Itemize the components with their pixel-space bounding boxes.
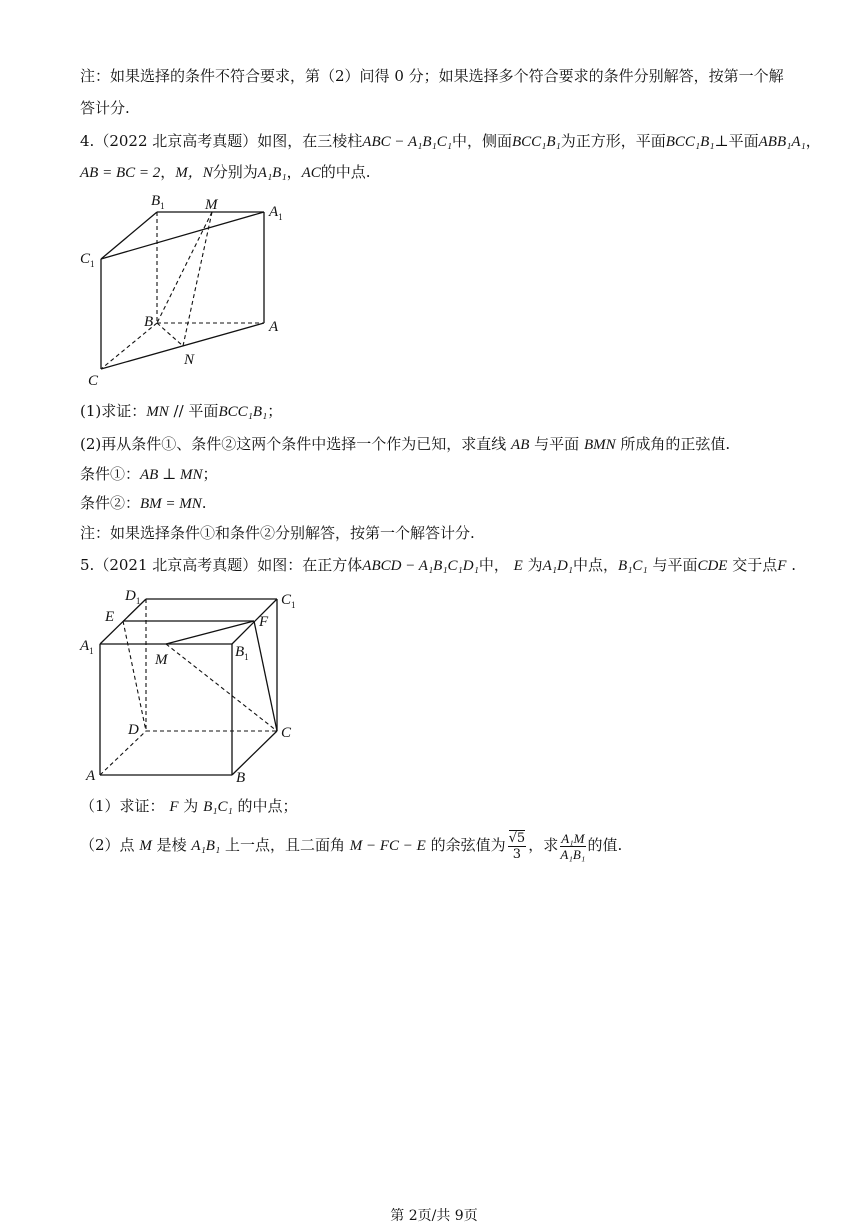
q4-given: AB = BC = 2 <box>80 165 161 181</box>
q4-part-1-plane: BCC₁B₁ <box>218 404 268 420</box>
parallel-symbol: // <box>173 402 184 420</box>
q4-stem-text: 分别为 <box>212 163 258 181</box>
q4-part-2-line: AB <box>511 437 530 453</box>
cosine-numerator: √5 <box>508 830 526 846</box>
q5-part-2-text: 是棱 <box>156 836 187 854</box>
q5-part-1-text: 的中点； <box>237 797 298 815</box>
q4-part-2-text: (2)再从条件①、条件②这两个条件中选择一个作为已知，求直线 <box>80 435 507 453</box>
q4-face: BCC₁B₁ <box>511 134 561 150</box>
q5-stem-text: 如图：在正方体 <box>257 556 363 574</box>
q5-part-2 <box>80 827 622 864</box>
ratio-fraction <box>560 831 585 862</box>
q5-part-2-text: 的值. <box>587 836 623 854</box>
label-b1: $B_1$ <box>235 644 249 662</box>
label-n: N <box>184 352 195 368</box>
cosine-denominator: 3 <box>512 846 522 862</box>
q5-point-f: F <box>777 558 787 574</box>
q4-plane-a: BCC₁B₁ <box>665 134 715 150</box>
ratio-numerator: A₁M <box>561 830 585 846</box>
q4-stem-text: 平面 <box>728 132 759 150</box>
q4-part-1-mn: MN <box>146 404 169 420</box>
label-f: F <box>259 614 269 630</box>
q5-cube: ABCD − A₁B₁C₁D₁ <box>362 558 479 574</box>
condition-2-label: 条件②： <box>80 494 141 512</box>
q5-plane: CDE <box>697 558 728 574</box>
q4-part-1-prefix: (1)求证： <box>80 402 147 420</box>
q4-stem-text: ， <box>805 132 821 150</box>
q4-stem-text: ， <box>160 163 176 181</box>
q4-stem-text: ， <box>286 163 302 181</box>
q5-stem-text: 与平面 <box>652 556 698 574</box>
label-a1: $A_1$ <box>80 638 94 656</box>
label-e: E <box>105 609 115 625</box>
label-c1: $C_1$ <box>80 251 95 269</box>
segment-m-f <box>166 621 254 644</box>
q5-part-1-prefix: （1）求证： <box>80 797 165 815</box>
label-m: M <box>205 197 218 213</box>
perpendicular-symbol: ⊥ <box>714 132 729 150</box>
condition-1-end: ； <box>202 465 218 483</box>
edge-a-d <box>100 731 146 775</box>
q4-stem-text: 的中点. <box>320 163 371 181</box>
ratio-denominator: A₁B₁ <box>560 846 586 862</box>
page-footer: 第 2页/共 9页 <box>390 1208 478 1224</box>
q5-stem-text: 交于点 <box>732 556 778 574</box>
cosine-fraction <box>508 831 527 862</box>
q4-part-2-text: 所成角的正弦值. <box>620 435 731 453</box>
q5-part-2-text: （2）点 <box>80 836 135 854</box>
q5-part-2-m: M <box>139 838 152 854</box>
label-c: C <box>88 373 99 389</box>
q5-part-1-text: 为 <box>183 797 199 815</box>
q5-stem-text: 中点， <box>573 556 619 574</box>
q5-part-1 <box>80 796 297 817</box>
segment-e-d <box>123 621 146 731</box>
q4-stem-text: 为正方形，平面 <box>560 132 666 150</box>
condition-2-expr: BM = MN <box>140 496 202 512</box>
label-a: A <box>269 319 279 335</box>
q4-segment-a1b1: A₁B₁ <box>257 165 287 181</box>
q5-point-e: E <box>513 558 523 574</box>
label-d: D <box>128 722 139 738</box>
q5-part-2-text: 上一点，且二面角 <box>224 836 345 854</box>
previous-note-line-2: 答计分. <box>80 99 130 117</box>
label-b: B <box>144 314 154 330</box>
q4-segment-ac: AC <box>301 165 321 181</box>
q4-part-2-plane: BMN <box>583 437 616 453</box>
label-a: A <box>86 768 96 784</box>
q5-part-2-dihedral: M − FC − E <box>349 838 426 854</box>
q5-part-1-segment: B₁C₁ <box>203 799 233 815</box>
q4-stem-text: 如图，在三棱柱 <box>257 132 363 150</box>
condition-2-end: . <box>201 494 207 512</box>
label-c: C <box>281 725 292 741</box>
condition-1-label: 条件①： <box>80 465 141 483</box>
q4-part-2-text: 与平面 <box>534 435 580 453</box>
q4-part-1-text: 平面 <box>188 402 219 420</box>
q5-segment-b1c1: B₁C₁ <box>618 558 648 574</box>
q5-source: （2021 北京高考真题） <box>94 556 258 574</box>
q5-number: 5. <box>80 556 95 574</box>
condition-1-expr: AB ⊥ MN <box>140 467 203 483</box>
label-b1: $B_1$ <box>151 193 165 211</box>
q4-note: 注：如果选择条件①和条件②分别解答，按第一个解答计分. <box>80 524 475 542</box>
previous-note-line-1: 注：如果选择的条件不符合要求，第（2）问得 0 分；如果选择多个符合要求的条件分别解答，按第一个解 <box>80 67 784 85</box>
label-d1: $D_1$ <box>125 588 141 606</box>
q5-segment-a1d1: A₁D₁ <box>542 558 574 574</box>
q4-number: 4. <box>80 132 95 150</box>
q4-plane-b: ABB₁A₁ <box>758 134 806 150</box>
q4-stem-text: 中，侧面 <box>451 132 512 150</box>
q4-points: M，N <box>175 165 213 181</box>
segment-m-c <box>166 644 277 731</box>
q5-part-2-text: 的余弦值为 <box>430 836 506 854</box>
edge-b-c <box>232 731 277 775</box>
q5-part-2-text: ，求 <box>528 836 559 854</box>
segment-f-c <box>254 621 277 731</box>
label-m: M <box>155 652 168 668</box>
q5-stem-text: 中， <box>478 556 509 574</box>
label-c1: $C_1$ <box>281 592 296 610</box>
q4-part-1-text: ； <box>267 402 283 420</box>
q4-source: （2022 北京高考真题） <box>94 132 258 150</box>
q5-stem-text: 为 <box>527 556 543 574</box>
q4-prism: ABC − A₁B₁C₁ <box>362 134 452 150</box>
label-b: B <box>236 770 246 786</box>
q5-part-2-segment: A₁B₁ <box>191 838 221 854</box>
q5-part-1-f: F <box>169 799 179 815</box>
q5-stem-text: . <box>791 556 796 574</box>
label-a1: $A_1$ <box>269 204 283 222</box>
